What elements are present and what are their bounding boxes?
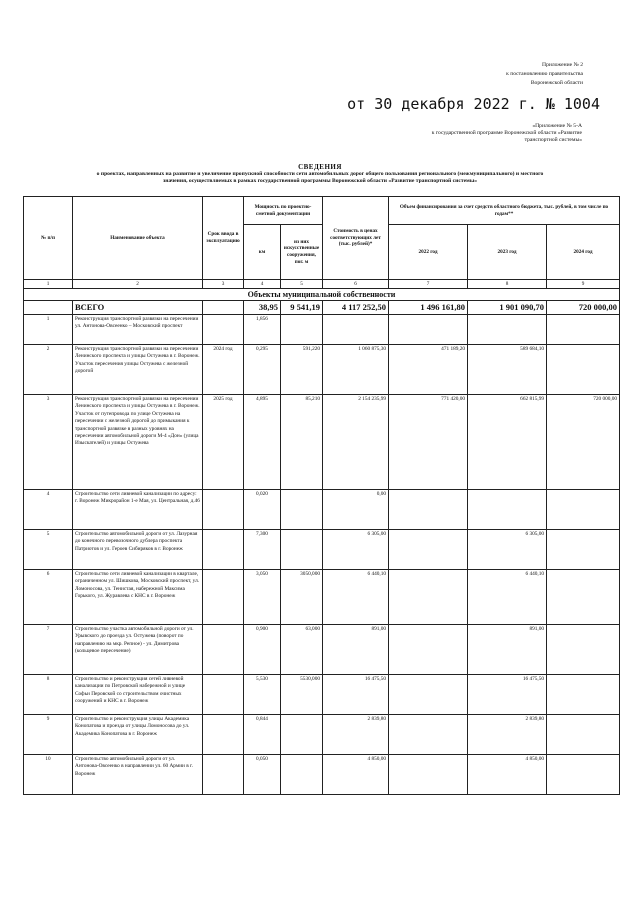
row-km: 0,844 [244,715,281,755]
row-2022 [389,315,468,345]
document-heading: СВЕДЕНИЯ [298,163,342,171]
col-number: 4 [244,280,281,289]
header-km: км [244,225,281,280]
header-term: Срок ввода в эксплуатацию [203,197,244,280]
row-2024 [547,715,620,755]
program-appendix-label: «Приложение № 5-А [532,123,582,129]
row-artificial [281,530,323,570]
row-km: 0,050 [244,755,281,795]
header-2024: 2024 год [547,225,620,280]
row-cost: 1 060 875,30 [323,345,389,395]
row-km: 5,530 [244,675,281,715]
total-label: ВСЕГО [73,301,203,315]
row-term [203,675,244,715]
row-2024 [547,345,620,395]
row-2024 [547,315,620,345]
row-artificial: 5530,000 [281,675,323,715]
program-appendix-block [332,123,582,145]
row-2022 [389,755,468,795]
row-object-name: Реконструкция транспортной развязки на пересечении ул. Антонова-Овсеенко – Московский проспект [73,315,203,345]
total-2024: 720 000,00 [547,301,620,315]
row-number: 7 [24,625,73,675]
row-2024 [547,570,620,625]
row-number: 3 [24,395,73,490]
row-term [203,490,244,530]
appendix-label: Приложение № 2 [542,62,583,68]
row-cost: 6 305,00 [323,530,389,570]
col-number: 2 [73,280,203,289]
row-term: 2024 год [203,345,244,395]
row-2024 [547,625,620,675]
row-term [203,570,244,625]
row-2023: 891,00 [468,625,547,675]
total-2022: 1 496 161,80 [389,301,468,315]
column-number-row [24,280,620,289]
row-2023: 662 815,99 [468,395,547,490]
project-rows [24,315,620,795]
table-row [24,570,620,625]
row-artificial [281,715,323,755]
col-number: 8 [468,280,547,289]
row-2023: 16 475,50 [468,675,547,715]
row-2024: 720 000,00 [547,395,620,490]
row-number: 4 [24,490,73,530]
total-row [24,301,620,315]
header-2022: 2022 год [389,225,468,280]
row-2024 [547,490,620,530]
document-subtitle-2: значения, осуществляемых в рамках государственной программы Воронежской области «Развитие транспортной системы» [162,178,478,184]
header-funding: Объем финансирования за счет средств областного бюджета, тыс. рублей, в том числе по годам** [389,197,620,225]
row-2022 [389,625,468,675]
row-object-name: Реконструкция транспортной развязки на пересечении Ленинского проспекта и улицы Остужева в г. Воронеж. Участок от путепровода по улице Остужева на пересечении с железной дорогой до примыкания к транспортной развязке в разных уровнях на пересечении автомобильной дороги М-4 «Дон» (улица Изыскателей) и улицы Остужева [73,395,203,490]
header-capacity: Мощность по проектно-сметной документации [244,197,323,225]
row-object-name: Строительство участка автомобильной дороги от ул. Урывского до проезда ул. Остужева (поворот по направлению на мкр. Репное) - ул. Димитрова (кольцевое пересечение) [73,625,203,675]
row-km: 1,856 [244,315,281,345]
row-cost: 4 850,00 [323,755,389,795]
row-number: 2 [24,345,73,395]
row-term: 2025 год [203,395,244,490]
row-term [203,315,244,345]
row-cost: 0,00 [323,490,389,530]
row-term [203,755,244,795]
row-2022 [389,490,468,530]
col-number: 9 [547,280,620,289]
total-km: 38,95 [244,301,281,315]
row-2023 [468,490,547,530]
row-object-name: Строительство и реконструкция улицы Академика Конопатова и проезда от улицы Ломоносова до ул. Академика Конопатова в г. Воронеж [73,715,203,755]
row-km: 0,900 [244,625,281,675]
row-number: 8 [24,675,73,715]
header-cost: Стоимость в ценах соответствующих лет (тыс. рублей)* [323,197,389,280]
document-subtitle-1: о проектах, направленных на развитие и увеличение пропускной способности сети автомобильных дорог общего пользования регионального (межмуниципального) и местного [96,171,544,177]
row-term [203,715,244,755]
row-2023 [468,315,547,345]
table-row [24,315,620,345]
total-artificial: 9 541,19 [281,301,323,315]
row-2023: 589 684,10 [468,345,547,395]
row-cost: 16 475,50 [323,675,389,715]
row-2024 [547,675,620,715]
row-2022 [389,530,468,570]
row-2022 [389,675,468,715]
projects-table [23,196,620,795]
appendix-region: Воронежской области [530,80,583,86]
row-km: 0,295 [244,345,281,395]
program-appendix-text-2: транспортной системы» [524,137,582,144]
row-2024 [547,530,620,570]
appendix-decree: к постановлению правительства [506,71,583,77]
row-term [203,625,244,675]
row-artificial: 3050,000 [281,570,323,625]
col-number: 6 [323,280,389,289]
row-km: 0,020 [244,490,281,530]
row-artificial: 591,220 [281,345,323,395]
table-row [24,625,620,675]
row-2022: 771 420,00 [389,395,468,490]
row-cost: 2 154 235,99 [323,395,389,490]
row-number: 5 [24,530,73,570]
row-2023: 4 850,00 [468,755,547,795]
row-2022 [389,570,468,625]
row-artificial: 85,210 [281,395,323,490]
row-artificial: 63,000 [281,625,323,675]
row-2024 [547,755,620,795]
row-object-name: Строительство автомобильной дороги от ул. Антонова-Овсеенко в направлении ул. 60 Армии в г. Воронеж [73,755,203,795]
row-cost: 2 839,80 [323,715,389,755]
header-name: Наименование объекта [73,197,203,280]
row-number: 9 [24,715,73,755]
table-row [24,345,620,395]
row-km: 3,050 [244,570,281,625]
table-row [24,395,620,490]
row-km: 4,895 [244,395,281,490]
row-number: 6 [24,570,73,625]
table-row [24,755,620,795]
section-row [24,289,620,301]
total-2023: 1 901 090,70 [468,301,547,315]
program-appendix-text: к государственной программе Воронежской области «Развитие [431,130,582,137]
table-row [24,490,620,530]
row-cost: 6 440,10 [323,570,389,625]
row-object-name: Строительство автомобильной дороги от ул. Лазурная до конечного перевозочного дублера проспекта Патриотов и ул. Героев Сибиряков в г. Воронеж [73,530,203,570]
row-artificial [281,490,323,530]
col-number: 5 [281,280,323,289]
header-num: № п/п [24,197,73,280]
row-2023: 6 440,10 [468,570,547,625]
total-cost: 4 117 252,50 [323,301,389,315]
row-2022 [389,715,468,755]
col-number: 7 [389,280,468,289]
col-number: 1 [24,280,73,289]
decree-date-stamp: от 30 декабря 2022 г. № 1004 [347,95,600,113]
row-km: 7,300 [244,530,281,570]
header-artificial: из них искусственные сооружения, пог. м [281,225,323,280]
row-artificial [281,315,323,345]
row-object-name: Реконструкция транспортной развязки на пересечении Ленинского проспекта и улицы Остужева в г. Воронеж. Участок пересечения улицы Остужева с железной дорогой [73,345,203,395]
header-2023: 2023 год [468,225,547,280]
row-object-name: Строительство сети ливневой канализации в квартале, ограниченном ул. Шишкова, Московский проспект, ул. Ломоносова, ул. Тенистая, набережной Максима Горького, ул. Журавлева с КНС в г. Воронеж [73,570,203,625]
row-2022: 471 189,20 [389,345,468,395]
row-number: 10 [24,755,73,795]
table-row [24,715,620,755]
row-object-name: Строительство сети ливневой канализации по адресу: г. Воронеж Микрорайон 1-е Мая, ул. Центральная, д.46 [73,490,203,530]
row-object-name: Строительство и реконструкция сетей ливневой канализации по Петровской набережной и улице Софьи Перовской со строительством очистных сооружений и КНС в г. Воронеж [73,675,203,715]
col-number: 3 [203,280,244,289]
row-artificial [281,755,323,795]
row-number: 1 [24,315,73,345]
table-row [24,675,620,715]
row-2023: 6 305,00 [468,530,547,570]
section-title: Объекты муниципальной собственности [24,289,620,301]
row-cost [323,315,389,345]
row-2023: 2 839,80 [468,715,547,755]
table-row [24,530,620,570]
row-cost: 891,00 [323,625,389,675]
row-term [203,530,244,570]
